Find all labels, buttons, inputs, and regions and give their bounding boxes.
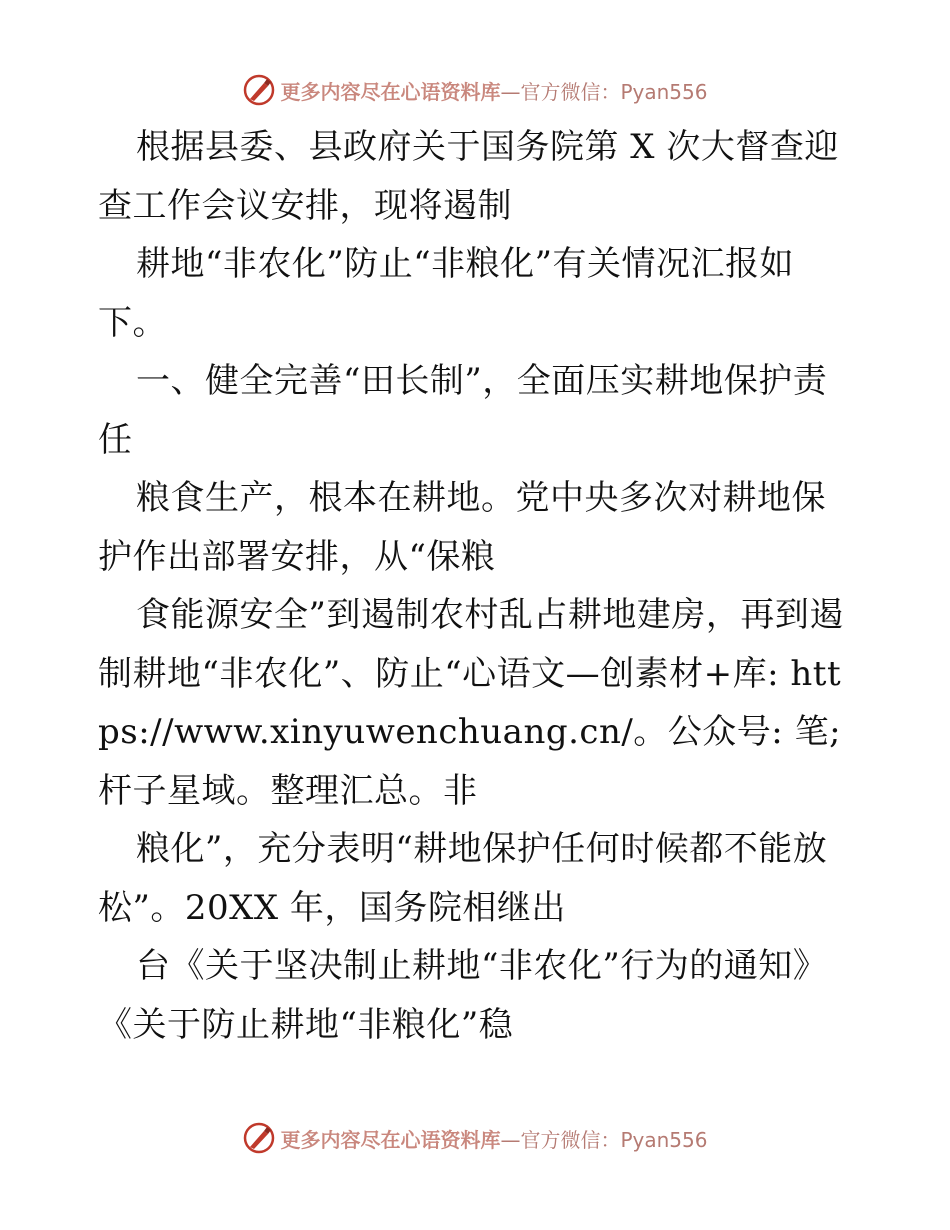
header-site-text: 更多内容尽在心语资料库 bbox=[280, 79, 501, 104]
footer-wechat-text: —官方微信：Pyan556 bbox=[500, 1127, 708, 1152]
document-body bbox=[98, 118, 858, 1054]
pen-logo-icon bbox=[242, 73, 276, 107]
pen-logo-icon bbox=[242, 1121, 276, 1155]
footer-site-text: 更多内容尽在心语资料库 bbox=[280, 1127, 501, 1152]
section-heading: 一、健全完善“田长制”，全面压实耕地保护责任 bbox=[98, 361, 828, 460]
paragraph: 食能源安全”到遏制农村乱占耕地建房，再到遏制耕地“非农化”、防止“心语文—创素材+库: https://www.xinyuwenchuang.cn/。公众号: 笔; 杆子星域。整理汇总。非 bbox=[98, 595, 844, 811]
footer-watermark-banner bbox=[0, 1118, 950, 1158]
paragraph: 耕地“非农化”防止“非粮化”有关情况汇报如下。 bbox=[98, 244, 795, 343]
paragraph: 粮食生产，根本在耕地。党中央多次对耕地保护作出部署安排，从“保粮 bbox=[98, 478, 826, 577]
paragraph: 根据县委、县政府关于国务院第 X 次大督查迎查工作会议安排，现将遏制 bbox=[98, 127, 839, 226]
header-watermark-banner bbox=[0, 70, 950, 110]
paragraph: 台《关于坚决制止耕地“非农化”行为的通知》《关于防止耕地“非粮化”稳 bbox=[98, 946, 828, 1045]
header-wechat-text: —官方微信：Pyan556 bbox=[500, 79, 708, 104]
paragraph: 粮化”，充分表明“耕地保护任何时候都不能放松”。20XX 年，国务院相继出 bbox=[98, 829, 828, 928]
